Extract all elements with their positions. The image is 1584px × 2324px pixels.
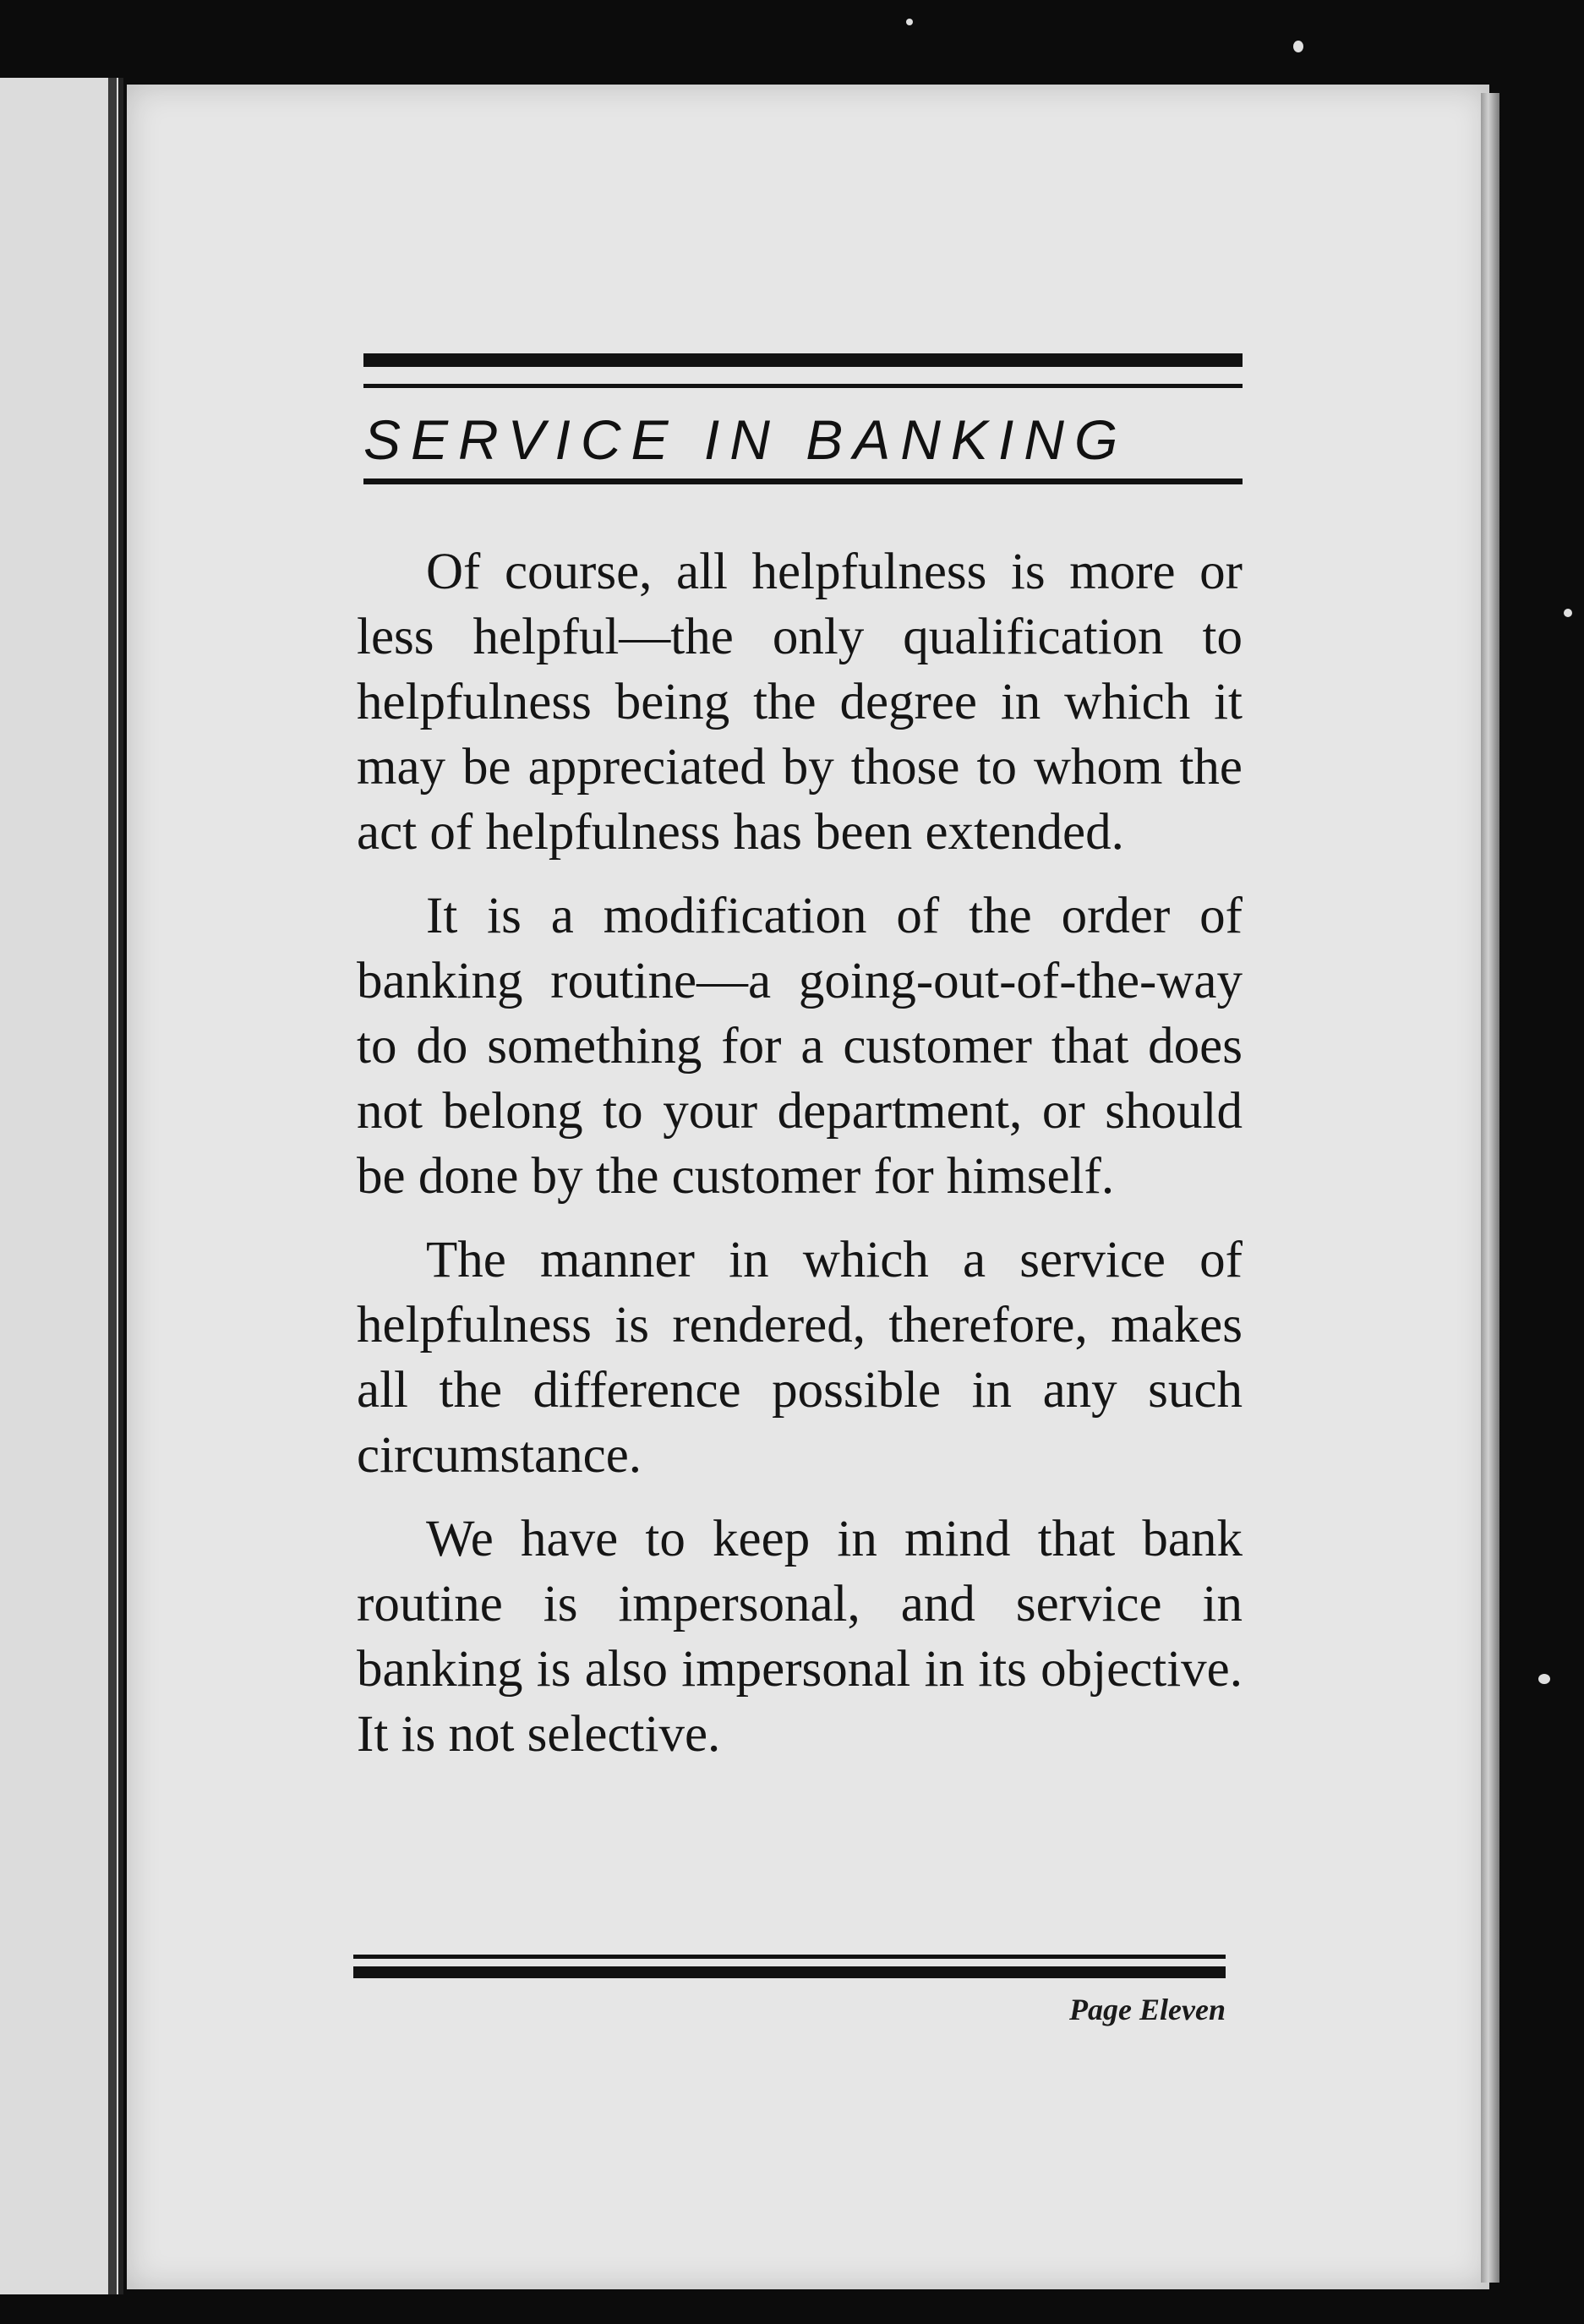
paragraph-1: Of course, all helpfulness is more or less helpful—the only qualification to helpfulness being the degree in which it may be appreciated by those to whom the act of helpfulness has been extended. bbox=[357, 544, 1243, 861]
scan-speck bbox=[1564, 609, 1572, 617]
scan-speck bbox=[1538, 1674, 1550, 1684]
paragraph-2: It is a modification of the order of banking routine—a going-out-of-the-way to do something for a customer that does not belong to your department, or should be done by the customer for himself. bbox=[357, 888, 1243, 1205]
scan-speck bbox=[1293, 41, 1303, 52]
header-rule-thin-bottom bbox=[363, 478, 1243, 484]
footer-rule-thin bbox=[353, 1955, 1226, 1959]
page-title: SERVICE IN BANKING bbox=[363, 408, 1128, 471]
previous-page-edge bbox=[0, 78, 123, 2294]
page-number: Page Eleven bbox=[1069, 1993, 1226, 2026]
paragraph-4: We have to keep in mind that bank routine is impersonal, and service in banking is also impersonal in its objective. It is not selective. bbox=[357, 1511, 1243, 1763]
footer-rule-thick bbox=[353, 1966, 1226, 1978]
body-text bbox=[357, 539, 1243, 1785]
header-rule-thin-top bbox=[363, 384, 1243, 388]
binding-gutter bbox=[108, 78, 117, 2294]
paragraph-3: The manner in which a service of helpfulness is rendered, therefore, makes all the difference possible in any such circumstance. bbox=[357, 1232, 1243, 1484]
page-stack-edge bbox=[1481, 93, 1499, 2283]
header-rule-thick bbox=[363, 353, 1243, 367]
scan-speck bbox=[906, 19, 913, 25]
